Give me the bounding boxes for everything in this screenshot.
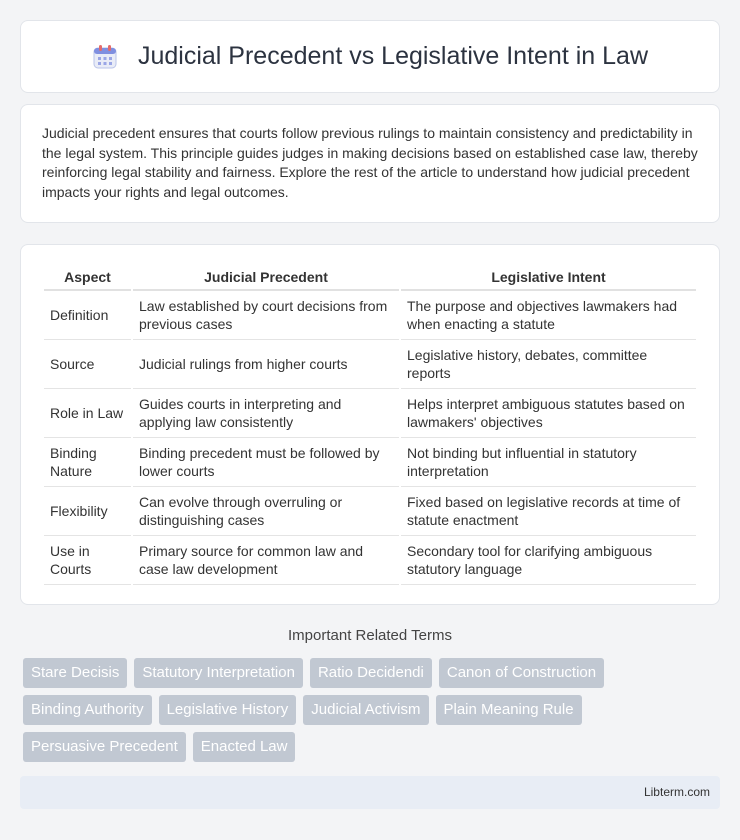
cell-aspect: Use in Courts — [44, 536, 131, 585]
cell-legislative-intent: Not binding but influential in statutory interpretation — [401, 438, 696, 487]
cell-legislative-intent: Secondary tool for clarifying ambiguous statutory language — [401, 536, 696, 585]
cell-legislative-intent: Helps interpret ambiguous statutes based on lawmakers' objectives — [401, 389, 696, 438]
cell-aspect: Source — [44, 340, 131, 389]
comparison-table-card — [20, 244, 720, 605]
tag-judicial-activism[interactable]: Judicial Activism — [303, 695, 428, 725]
tag-enacted-law[interactable]: Enacted Law — [193, 732, 296, 762]
cell-aspect: Definition — [44, 291, 131, 340]
comparison-table — [42, 265, 698, 585]
tag-row — [23, 695, 723, 725]
tag-canon-of-construction[interactable]: Canon of Construction — [439, 658, 604, 688]
cell-judicial-precedent: Law established by court decisions from previous cases — [133, 291, 399, 340]
tag-ratio-decidendi[interactable]: Ratio Decidendi — [310, 658, 432, 688]
footer-site-link[interactable]: Libterm.com — [643, 785, 710, 799]
cell-legislative-intent: Fixed based on legislative records at time of statute enactment — [401, 487, 696, 536]
related-terms-tags — [23, 658, 723, 769]
page-title: Judicial Precedent vs Legislative Intent in Law — [137, 42, 648, 70]
footer — [20, 776, 720, 809]
header-legislative-intent: Legislative Intent — [401, 265, 696, 291]
cell-judicial-precedent: Can evolve through overruling or distinguishing cases — [133, 487, 399, 536]
table-row — [44, 291, 696, 340]
table-row — [44, 438, 696, 487]
table-row — [44, 536, 696, 585]
table-row — [44, 340, 696, 389]
header-judicial-precedent: Judicial Precedent — [133, 265, 399, 291]
cell-aspect: Binding Nature — [44, 438, 131, 487]
cell-legislative-intent: Legislative history, debates, committee reports — [401, 340, 696, 389]
tag-stare-decisis[interactable]: Stare Decisis — [23, 658, 127, 688]
tag-persuasive-precedent[interactable]: Persuasive Precedent — [23, 732, 186, 762]
header-aspect: Aspect — [44, 265, 131, 291]
cell-judicial-precedent: Guides courts in interpreting and applying law consistently — [133, 389, 399, 438]
tag-row — [23, 658, 723, 688]
tag-plain-meaning-rule[interactable]: Plain Meaning Rule — [436, 695, 582, 725]
related-terms-title: Important Related Terms — [288, 627, 452, 644]
cell-aspect: Role in Law — [44, 389, 131, 438]
cell-legislative-intent: The purpose and objectives lawmakers had when enacting a statute — [401, 291, 696, 340]
table-header-row — [44, 265, 696, 291]
header-card — [20, 20, 720, 93]
tag-statutory-interpretation[interactable]: Statutory Interpretation — [134, 658, 303, 688]
table-row — [44, 487, 696, 536]
cell-judicial-precedent: Judicial rulings from higher courts — [133, 340, 399, 389]
cell-judicial-precedent: Binding precedent must be followed by lower courts — [133, 438, 399, 487]
intro-card — [20, 104, 720, 223]
intro-text: Judicial precedent ensures that courts follow previous rulings to maintain consistency and predictability in the legal system. This principle guides judges in making decisions based on established case law, thereby reinforcing legal stability and fairness. Explore the rest of the article to understand how judicial precedent impacts your rights and legal outcomes. — [42, 125, 698, 200]
tag-row — [23, 732, 723, 762]
cell-judicial-precedent: Primary source for common law and case law development — [133, 536, 399, 585]
table-row — [44, 389, 696, 438]
tag-binding-authority[interactable]: Binding Authority — [23, 695, 152, 725]
cell-aspect: Flexibility — [44, 487, 131, 536]
tag-legislative-history[interactable]: Legislative History — [159, 695, 297, 725]
calendar-icon — [92, 44, 118, 70]
